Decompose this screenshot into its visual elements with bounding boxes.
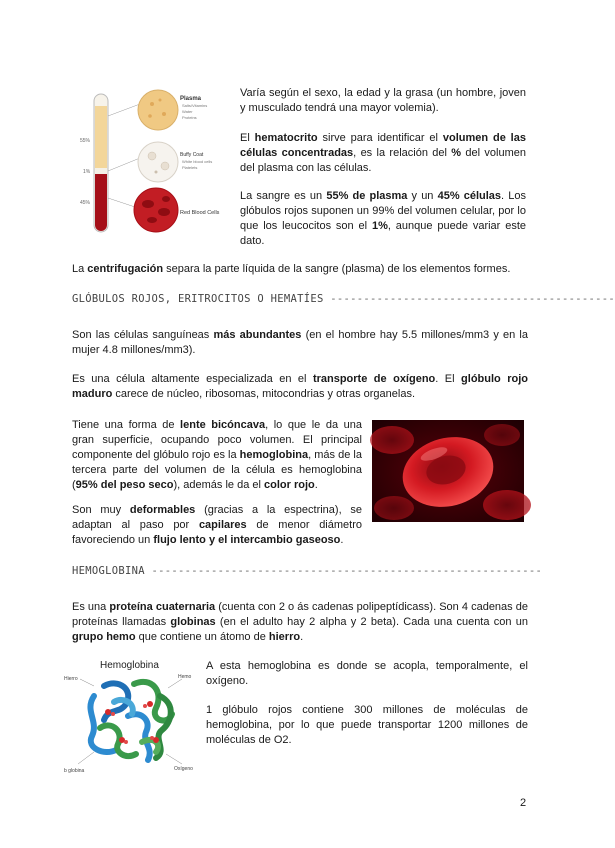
label-buffy: Buffy Coat bbox=[180, 152, 204, 158]
pct-plasma: 55% bbox=[80, 138, 91, 144]
buffy-layer bbox=[95, 168, 107, 174]
label-buffy-wbc: White blood cells bbox=[182, 159, 213, 164]
hemo-label-oxigeno: Oxígeno bbox=[174, 766, 193, 772]
hemoglobin-capacity: 1 glóbulo rojos contiene 300 millones de moléculas de hemoglobina, por lo que puede transportar 1200 millones de moléculas de O2. bbox=[206, 704, 528, 746]
pct-rbc: 45% bbox=[80, 200, 91, 206]
hemo-label-globina: b globina bbox=[64, 768, 85, 774]
label-plasma-water: Water bbox=[182, 109, 193, 114]
hemo-label-hemo: Hemo bbox=[178, 674, 192, 680]
plasma-layer bbox=[95, 106, 107, 168]
pct-buffy: 1% bbox=[83, 169, 91, 175]
red-cells-deformable: Son muy deformables (gracias a la espectrina), se adaptan al paso por capilares de menor diámetro favoreciendo un flujo lento y el intercambio gaseoso. bbox=[72, 504, 363, 546]
hemoglobin-oxygen-binding: A esta hemoglobina es donde se acopla, temporalmente, el oxígeno. bbox=[206, 660, 528, 687]
label-plasma-salts: Salts/Vitamins bbox=[182, 103, 208, 108]
red-cell-layer bbox=[95, 174, 107, 231]
blood-composition-figure bbox=[80, 86, 230, 246]
section-heading-red-cells: GLÓBULOS ROJOS, ERITROCITOS O HEMATÍES ------------------------------------------- bbox=[72, 293, 615, 305]
red-cells-abundance: Son las células sanguíneas más abundantes (en el hombre hay 5.5 millones/mm3 y en la mujer 4.8 millones/mm3). bbox=[72, 329, 528, 356]
hemo-label-hierro: Hierro bbox=[64, 676, 78, 682]
label-buffy-platelets: Platelets bbox=[182, 165, 198, 170]
intro-hematocrit: El hematocrito sirve para identificar el volumen de las células concentradas, es la relación del % del volumen del plasma con las células. bbox=[240, 132, 527, 174]
red-blood-cells-image bbox=[372, 420, 524, 522]
label-plasma: Plasma bbox=[180, 96, 202, 102]
label-rbc: Red Blood Cells bbox=[180, 210, 220, 216]
hemo-figure-title: Hemoglobina bbox=[100, 660, 159, 671]
hemoglobin-figure bbox=[64, 656, 204, 774]
intro-volemia: Varía según el sexo, la edad y la grasa (un hombre, joven y musculado tendrá una mayor volemia). bbox=[240, 87, 526, 114]
intro-composition: La sangre es un 55% de plasma y un 45% células. Los glóbulos rojos suponen un 99% del volumen celular, por lo que los leucocitos son el 1%, aunque puede variar este dato. bbox=[240, 190, 526, 247]
red-cells-shape: Tiene una forma de lente bicóncava, lo que le da una gran superficie, ocupando poco volumen. El principal componente del glóbulo rojo es la hemoglobina, más de la tercera parte del volumen de la célula es hemoglobina (95% del peso seco), además le da el color rojo. bbox=[72, 419, 362, 491]
red-cells-function: Es una célula altamente especializada en el transporte de oxígeno. El glóbulo rojo maduro carece de núcleo, ribosomas, mitocondrias y otras organelas. bbox=[72, 373, 528, 400]
hemoglobin-structure: Es una proteína cuaternaria (cuenta con 2 o ás cadenas polipeptídicass). Son 4 cadenas de proteínas llamadas globinas (en el adulto hay 2 alpha y 2 beta). Cada una cuenta con un grupo hemo que contiene un átomo de hierro. bbox=[72, 601, 528, 643]
intro-centrifugation: La centrifugación separa la parte líquida de la sangre (plasma) de los elementos formes. bbox=[72, 263, 511, 275]
section-heading-hemoglobin: HEMOGLOBINA ----------------------------------------------------------- bbox=[72, 565, 543, 577]
page-number: 2 bbox=[520, 797, 527, 809]
label-plasma-proteins: Proteins bbox=[182, 115, 197, 120]
